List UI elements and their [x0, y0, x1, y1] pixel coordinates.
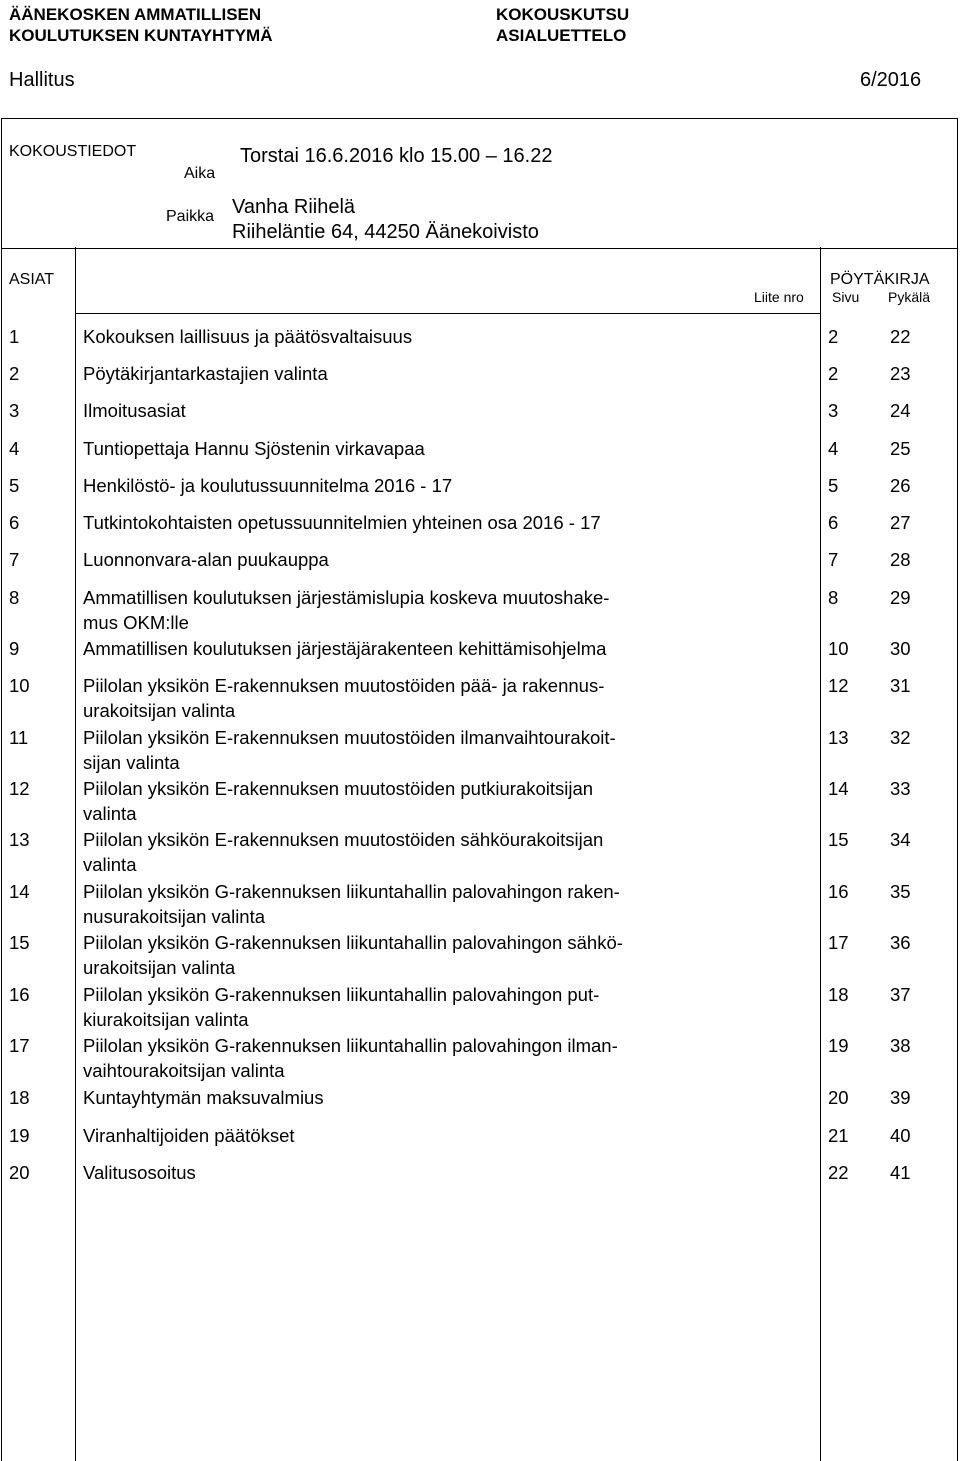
item-title-line: Tutkintokohtaisten opetussuunnitelmien yhteinen osa 2016 - 17 — [83, 512, 601, 533]
item-number: 7 — [9, 549, 20, 570]
item-title — [83, 879, 733, 929]
item-page: 4 — [828, 438, 839, 459]
item-title — [83, 585, 733, 635]
item-title — [83, 361, 733, 386]
item-title-line: Ammatillisen koulutuksen järjestäjärakenteen kehittämisohjelma — [83, 638, 607, 659]
item-title-line: Henkilöstö- ja koulutussuunnitelma 2016 - 17 — [83, 475, 453, 496]
doc-type-line1: KOKOUSKUTSU — [496, 5, 630, 24]
header-underline — [75, 313, 821, 314]
item-number: 15 — [9, 932, 30, 953]
item-title — [83, 324, 733, 349]
item-title — [83, 1085, 733, 1110]
place-name: Vanha Riihelä — [232, 196, 356, 218]
item-page: 15 — [828, 829, 849, 850]
item-section: 29 — [890, 587, 911, 608]
item-number: 3 — [9, 400, 20, 421]
item-title-line: sijan valinta — [83, 752, 180, 773]
item-section: 36 — [890, 932, 911, 953]
item-title-line: Piilolan yksikön G-rakennuksen liikuntahallin palovahingon raken- — [83, 881, 620, 902]
meeting-info-label: KOKOUSTIEDOT — [9, 143, 137, 160]
page-column-label: Sivu — [832, 289, 860, 305]
item-number: 11 — [9, 727, 29, 748]
column-divider-number — [75, 247, 76, 1461]
item-page: 8 — [828, 587, 839, 608]
minutes-label: PÖYTÄKIRJA — [830, 271, 930, 288]
item-section: 37 — [890, 984, 911, 1005]
item-number: 9 — [9, 638, 20, 659]
time-value: Torstai 16.6.2016 klo 15.00 – 16.22 — [240, 145, 553, 167]
item-title-line: Kuntayhtymän maksuvalmius — [83, 1087, 324, 1108]
item-title-line: Viranhaltijoiden päätökset — [83, 1125, 295, 1146]
body-name: Hallitus — [9, 69, 75, 91]
item-title-line: mus OKM:lle — [83, 612, 189, 633]
item-title-line: Piilolan yksikön E-rakennuksen muutostöiden putkiurakoitsijan — [83, 778, 594, 799]
item-section: 22 — [890, 326, 911, 347]
item-page: 5 — [828, 475, 839, 496]
item-title-line: urakoitsijan valinta — [83, 700, 236, 721]
item-number: 18 — [9, 1087, 30, 1108]
item-title-line: Valitusosoitus — [83, 1162, 196, 1183]
item-section: 26 — [890, 475, 911, 496]
item-section: 35 — [890, 881, 911, 902]
item-title-line: valinta — [83, 803, 137, 824]
item-number: 8 — [9, 587, 20, 608]
item-title — [83, 636, 733, 661]
item-page: 14 — [828, 778, 849, 799]
item-number: 13 — [9, 829, 30, 850]
asiat-label: ASIAT — [9, 271, 55, 288]
item-title — [83, 473, 733, 498]
org-name-line1: ÄÄNEKOSKEN AMMATILLISEN — [9, 5, 262, 24]
item-title-line: nusurakoitsijan valinta — [83, 906, 266, 927]
item-title — [83, 510, 733, 535]
item-title-line: Luonnonvara-alan puukauppa — [83, 549, 329, 570]
item-page: 16 — [828, 881, 849, 902]
item-title-line: Piilolan yksikön G-rakennuksen liikuntahallin palovahingon sähkö- — [83, 932, 623, 953]
item-title — [83, 1123, 733, 1148]
item-title — [83, 398, 733, 423]
item-section: 27 — [890, 512, 911, 533]
item-section: 41 — [890, 1162, 911, 1183]
item-page: 22 — [828, 1162, 849, 1183]
item-title — [83, 436, 733, 461]
doc-type-line2: ASIALUETTELO — [496, 26, 627, 45]
item-page: 13 — [828, 727, 849, 748]
item-number: 10 — [9, 675, 30, 696]
item-page: 21 — [828, 1125, 849, 1146]
item-title — [83, 982, 733, 1032]
item-number: 19 — [9, 1125, 30, 1146]
item-page: 6 — [828, 512, 839, 533]
item-title — [83, 1160, 733, 1185]
item-page: 2 — [828, 363, 839, 384]
item-number: 2 — [9, 363, 20, 384]
item-page: 2 — [828, 326, 839, 347]
item-number: 5 — [9, 475, 20, 496]
item-title-line: Piilolan yksikön E-rakennuksen muutostöiden pää- ja rakennus- — [83, 675, 605, 696]
item-title-line: vaihtourakoitsijan valinta — [83, 1060, 285, 1081]
meeting-number: 6/2016 — [860, 69, 922, 91]
item-section: 39 — [890, 1087, 911, 1108]
item-section: 25 — [890, 438, 911, 459]
item-section: 40 — [890, 1125, 911, 1146]
item-number: 20 — [9, 1162, 30, 1183]
org-name-line2: KOULUTUKSEN KUNTAYHTYMÄ — [9, 26, 273, 45]
item-title-line: Piilolan yksikön G-rakennuksen liikuntahallin palovahingon put- — [83, 984, 600, 1005]
column-divider-minutes — [820, 247, 821, 1461]
item-page: 19 — [828, 1035, 849, 1056]
item-number: 14 — [9, 881, 30, 902]
item-page: 7 — [828, 549, 839, 570]
item-page: 20 — [828, 1087, 849, 1108]
item-section: 23 — [890, 363, 911, 384]
attachment-no-label: Liite nro — [754, 289, 804, 305]
item-section: 24 — [890, 400, 911, 421]
item-title-line: Pöytäkirjantarkastajien valinta — [83, 363, 328, 384]
item-number: 4 — [9, 438, 20, 459]
item-section: 33 — [890, 778, 911, 799]
item-title-line: Piilolan yksikön G-rakennuksen liikuntahallin palovahingon ilman- — [83, 1035, 618, 1056]
item-title-line: Piilolan yksikön E-rakennuksen muutostöiden ilmanvaihtourakoit- — [83, 727, 616, 748]
item-number: 1 — [9, 326, 20, 347]
item-title — [83, 827, 733, 877]
place-address: Riiheläntie 64, 44250 Äänekoivisto — [232, 221, 539, 243]
item-page: 3 — [828, 400, 839, 421]
item-title — [83, 547, 733, 572]
item-section: 30 — [890, 638, 911, 659]
item-section: 31 — [890, 675, 911, 696]
item-title-line: kiurakoitsijan valinta — [83, 1009, 249, 1030]
item-title — [83, 725, 733, 775]
item-page: 10 — [828, 638, 849, 659]
section-column-label: Pykälä — [888, 289, 931, 305]
item-page: 12 — [828, 675, 849, 696]
item-title — [83, 776, 733, 826]
item-number: 12 — [9, 778, 30, 799]
item-title-line: Ammatillisen koulutuksen järjestämislupia koskeva muutoshake- — [83, 587, 610, 608]
item-title-line: Ilmoitusasiat — [83, 400, 186, 421]
item-number: 6 — [9, 512, 20, 533]
item-title-line: Tuntiopettaja Hannu Sjöstenin virkavapaa — [83, 438, 425, 459]
place-label: Paikka — [166, 208, 215, 225]
item-section: 34 — [890, 829, 911, 850]
item-number: 17 — [9, 1035, 30, 1056]
item-page: 18 — [828, 984, 849, 1005]
time-label: Aika — [184, 165, 216, 182]
item-title — [83, 673, 733, 723]
item-section: 28 — [890, 549, 911, 570]
item-title-line: Piilolan yksikön E-rakennuksen muutostöiden sähköurakoitsijan — [83, 829, 604, 850]
item-title-line: valinta — [83, 854, 137, 875]
item-title — [83, 930, 733, 980]
item-title-line: urakoitsijan valinta — [83, 957, 236, 978]
item-title-line: Kokouksen laillisuus ja päätösvaltaisuus — [83, 326, 413, 347]
item-section: 32 — [890, 727, 911, 748]
item-title — [83, 1033, 733, 1083]
item-page: 17 — [828, 932, 849, 953]
item-number: 16 — [9, 984, 30, 1005]
item-section: 38 — [890, 1035, 911, 1056]
